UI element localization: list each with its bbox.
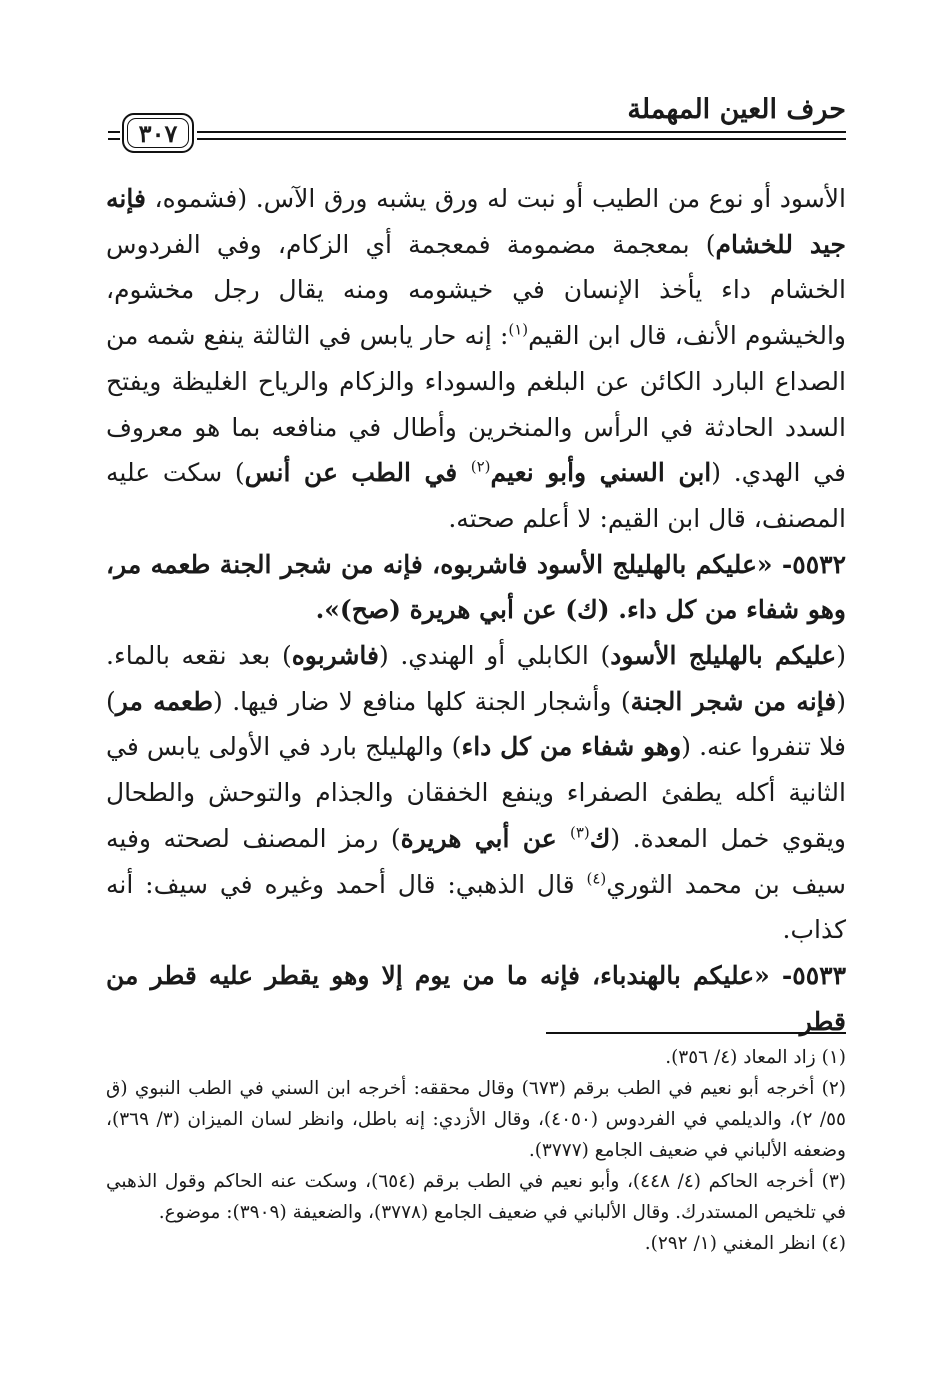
quoted-phrase: طعمه مر xyxy=(115,686,213,716)
text-run: : إنه حار يابس في الثالثة ينفع شمه من الصداع البارد الكائن عن البلغم والسوداء والزكام والرياح الغليظة ويفتح السدد الحادثة في الرأس والمنخرين وأطال في منافعه بما هو معروف في الهدي. ( xyxy=(106,321,846,488)
quoted-phrase: عليكم بالهليلج الأسود xyxy=(610,641,837,671)
page-number: ٣٠٧ xyxy=(138,118,178,148)
footnote-ref-2: (٢) xyxy=(470,457,491,476)
text-run: ( xyxy=(836,641,846,671)
footnote-1: (١) زاد المعاد (٤/ ٣٥٦). xyxy=(665,1047,846,1068)
footnote-ref-4: (٤) xyxy=(586,869,607,888)
hadith-5533 xyxy=(106,953,846,1044)
quoted-phrase: وهو شفاء من كل داء xyxy=(461,732,682,762)
text-run: ) والهليلج بارد في الأولى يابس في الثانية أكله يطفئ الصفراء وينفع الخفقان والجذام والتوحش والطحال ويقوي خمل المعدة. ( xyxy=(106,732,846,853)
text-run: قال الذهبي: قال أحمد وغيره في سيف: أنه كذاب. xyxy=(106,869,846,945)
text-run: ) وأشجار الجنة كلها منافع لا ضار فيها. ( xyxy=(213,686,631,716)
footnote-3: (٣) أخرجه الحاكم (٤/ ٤٤٨)، وأبو نعيم في الطب برقم (٦٥٤)، وسكت عنه الحاكم وقول الذهبي في تلخيص المستدرك. وقال الألباني في ضعيف الجامع (٣٧٧٨)، والضعيفة (٣٩٠٩): موضوع. xyxy=(106,1171,846,1223)
quoted-phrase: ابن السني وأبو نعيم xyxy=(490,458,712,488)
footnote-ref-3: (٣) xyxy=(570,823,590,842)
footnotes xyxy=(106,1042,846,1259)
quoted-phrase: فإنه من شجر الجنة xyxy=(630,686,837,716)
hadith-text: ٥٥٣٣- «عليكم بالهندباء، فإنه ما من يوم إلا وهو يقطر عليه قطر من قطر xyxy=(106,960,846,1036)
footnote-4: (٤) انظر المغني (١/ ٢٩٢). xyxy=(644,1233,846,1254)
quoted-phrase: عن أبي هريرة xyxy=(400,823,570,853)
footnote-2: (٢) أخرجه أبو نعيم في الطب برقم (٦٧٣) وقال محققه: أخرجه ابن السني في الطب النبوي (ق ٥٥/ ٢)، والديلمي في الفردوس (٤٠٥٠)، وقال الأزدي: إنه باطل، وانظر لسان الميزان (٣/ ٣٦٩)، وضعفه الألباني في ضعيف الجامع (٣٧٧٧). xyxy=(106,1078,846,1161)
text-run: ) فلا تنفروا عنه. ( xyxy=(106,686,847,762)
hadith-text: ٥٥٣٢- «عليكم بالهليلج الأسود فاشربوه، فإنه من شجر الجنة طعمه مر، وهو شفاء من كل داء. (ك) عن أبي هريرة (صح)». xyxy=(106,549,846,625)
text-run: الأسود أو نوع من الطيب أو نبت له ورق يشبه ورق الآس. (فشموه، xyxy=(145,184,846,213)
text-run: ) الكابلي أو الهندي. ( xyxy=(378,641,611,671)
header-rule-end xyxy=(108,131,120,140)
running-title: حرف العين المهملة xyxy=(627,94,846,125)
text-run: ) رمز المصنف لصحته وفيه سيف بن محمد الثوري xyxy=(106,823,846,899)
body-text xyxy=(106,176,846,1044)
text-run: ) سكت عليه المصنف، قال ابن القيم: لا أعلم صحته. xyxy=(106,458,846,533)
paragraph-commentary-1 xyxy=(106,176,846,542)
hadith-5532 xyxy=(106,542,846,633)
quoted-phrase: في الطب عن أنس xyxy=(244,458,471,488)
footnote-ref-1: (١) xyxy=(508,320,529,339)
page-number-frame xyxy=(122,113,194,153)
text-run: ) بمعجمة مضمومة فمعجمة أي الزكام، وفي الفردوس الخشام داء يأخذ الإنسان في خيشومه ومنه يقال رجل مخشوم، والخيشوم الأنف، قال ابن القيم xyxy=(106,229,846,351)
footnote-separator xyxy=(546,1032,846,1034)
text-run: ) بعد نقعه بالماء. ( xyxy=(106,641,846,716)
paragraph-commentary-2 xyxy=(106,633,846,953)
quoted-phrase: ك xyxy=(589,823,611,853)
header-rule xyxy=(197,131,846,140)
quoted-phrase: فاشربوه xyxy=(291,641,379,671)
quoted-phrase: فإنه جيد للخشام xyxy=(106,184,846,259)
